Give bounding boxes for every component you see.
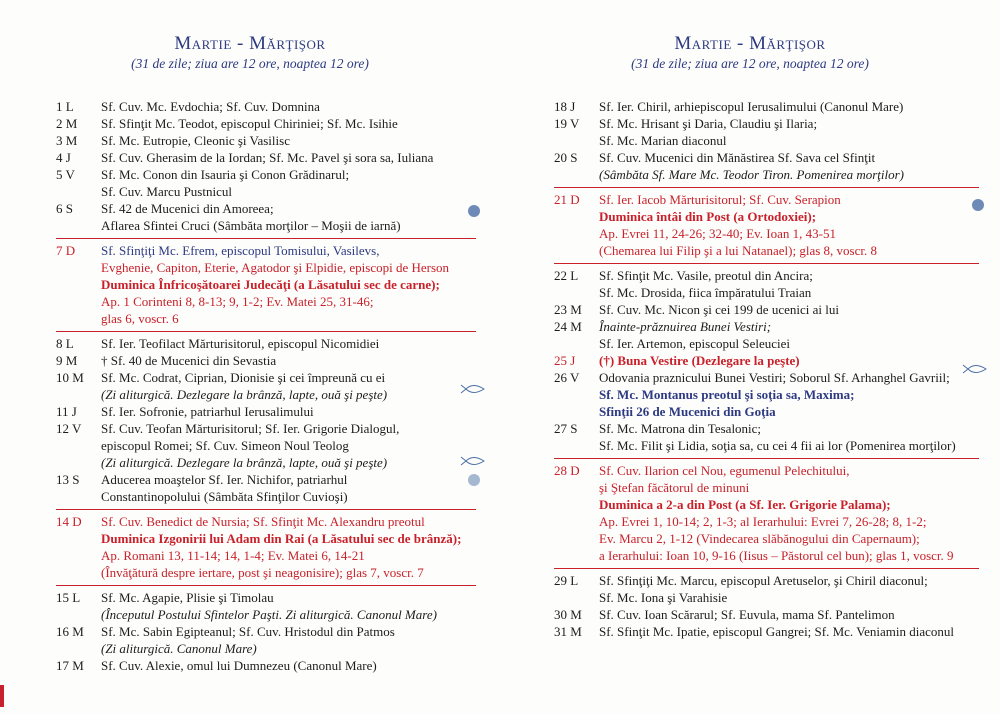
entry-line: Sf. Sfinţiţi Mc. Marcu, episcopul Aretuselor, şi Chiril diaconul;: [599, 573, 928, 588]
entry-line: Aflarea Sfintei Cruci (Sâmbăta morţilor – Moşii de iarnă): [101, 218, 401, 233]
calendar-entry: [554, 267, 979, 301]
entry-line: Ev. Marcu 2, 1-12 (Vindecarea slăbănogului din Capernaum);: [599, 531, 920, 546]
entry-line: Sf. Mc. Matrona din Tesalonic;: [599, 421, 762, 436]
entry-line: episcopul Romei; Sf. Cuv. Simeon Noul Teolog: [101, 438, 349, 453]
calendar-entry: [56, 403, 476, 420]
calendar-entry: [56, 589, 476, 623]
entry-line-bold: Sf. Mc. Montanus preotul şi soţia sa, Maxima;: [599, 387, 855, 402]
day-label: 18 J: [554, 99, 576, 114]
entry-line: (Chemarea lui Filip şi a lui Natanael); glas 8, voscr. 8: [599, 243, 877, 258]
day-label: 13 S: [56, 472, 80, 487]
entry-line: Sf. Mc. Sabin Egipteanul; Sf. Cuv. Hristodul din Patmos: [101, 624, 395, 639]
moon-phase-icon: [972, 199, 984, 211]
fish-icon: [460, 456, 486, 466]
entry-line: Ap. Romani 13, 11-14; 14, 1-4; Ev. Matei 6, 14-21: [101, 548, 365, 563]
entry-line: Sf. Cuv. Mc. Nicon şi cei 199 de ucenici ai lui: [599, 302, 839, 317]
calendar-entry: [56, 623, 476, 657]
entry-line: Înainte-prăznuirea Bunei Vestiri;: [599, 319, 772, 334]
entry-line: Sf. Ier. Artemon, episcopul Seleuciei: [599, 336, 790, 351]
entry-line: şi Ştefan făcătorul de minuni: [599, 480, 750, 495]
calendar-entry: [56, 471, 476, 505]
moon-phase-icon: [468, 205, 480, 217]
day-label: 22 L: [554, 268, 579, 283]
calendar-entry-sunday: [56, 242, 476, 327]
calendar-entry: [554, 420, 979, 454]
day-label: 4 J: [56, 150, 71, 165]
calendar-entry: [56, 200, 476, 234]
day-label: 1 L: [56, 99, 74, 114]
entry-line: Sf. Mc. Eutropie, Cleonic şi Vasilisc: [101, 133, 290, 148]
calendar-entry: [56, 352, 476, 369]
calendar-entry: [554, 115, 979, 149]
sunday-divider: [554, 263, 979, 264]
calendar-entry: [554, 572, 979, 606]
calendar-entry: [56, 335, 476, 352]
calendar-entry: [554, 623, 979, 640]
calendar-entry: [56, 420, 476, 471]
day-label: 26 V: [554, 370, 580, 385]
entry-line: Sf. 42 de Mucenici din Amoreea;: [101, 201, 274, 216]
calendar-entry: [554, 149, 979, 183]
entry-line: Sf. Ier. Sofronie, patriarhul Ierusalimului: [101, 404, 314, 419]
day-label: 8 L: [56, 336, 74, 351]
day-label: 3 M: [56, 133, 78, 148]
day-label: 11 J: [56, 404, 77, 419]
calendar-entry-feast: [554, 352, 979, 369]
entry-line: Sf. Mc. Conon din Isauria şi Conon Grădinarul;: [101, 167, 350, 182]
sunday-divider: [56, 238, 476, 239]
day-label: 6 S: [56, 201, 73, 216]
sunday-divider: [56, 585, 476, 586]
calendar-entry: [554, 318, 979, 352]
entry-note: (Zi aliturgică. Canonul Mare): [101, 641, 257, 656]
entry-line: Odovania praznicului Bunei Vestiri; Soborul Sf. Arhanghel Gavriil;: [599, 370, 950, 385]
calendar-entry: [56, 98, 476, 115]
day-label: 12 V: [56, 421, 82, 436]
calendar-entry: [56, 132, 476, 149]
entry-line: Sf. Cuv. Ilarion cel Nou, egumenul Pelechitului,: [599, 463, 850, 478]
sunday-title: Duminica a 2-a din Post (a Sf. Ier. Grigorie Palama);: [599, 497, 891, 512]
calendar-list: [56, 98, 476, 674]
calendar-entry-sunday: [554, 462, 979, 564]
entry-note: (Zi aliturgică. Dezlegare la brânză, lapte, ouă şi peşte): [101, 455, 388, 470]
entry-line: Sf. Cuv. Marcu Pustnicul: [101, 184, 232, 199]
entry-line: Aducerea moaştelor Sf. Ier. Nichifor, patriarhul: [101, 472, 348, 487]
entry-line: Sf. Mc. Filit şi Lidia, soţia sa, cu cei 4 fii ai lor (Pomenirea morţilor): [599, 438, 956, 453]
entry-note: (Sâmbăta Sf. Mare Mc. Teodor Tiron. Pomenirea morţilor): [599, 167, 905, 182]
entry-line: (Învăţătură despre iertare, post şi neagonisire); glas 7, voscr. 7: [101, 565, 424, 580]
day-label: 28 D: [554, 463, 580, 478]
entry-line: Sf. Cuv. Benedict de Nursia; Sf. Sfinţit Mc. Alexandru preotul: [101, 514, 425, 529]
entry-line: † Sf. 40 de Mucenici din Sevastia: [101, 353, 277, 368]
entry-note: (Zi aliturgică. Dezlegare la brânză, lapte, ouă şi peşte): [101, 387, 388, 402]
entry-line: Sf. Cuv. Alexie, omul lui Dumnezeu (Canonul Mare): [101, 658, 377, 673]
entry-line-bold: Sfinţii 26 de Mucenici din Goţia: [599, 404, 776, 419]
day-label: 25 J: [554, 353, 576, 368]
entry-line: Sf. Cuv. Mucenici din Mănăstirea Sf. Sava cel Sfinţit: [599, 150, 876, 165]
sunday-title: Duminica întâi din Post (a Ortodoxiei);: [599, 209, 817, 224]
sunday-title: Duminica Izgonirii lui Adam din Rai (a Lăsatului sec de brânză);: [101, 531, 462, 546]
sunday-title: Duminica Înfricoşătoarei Judecăţi (a Lăsatului sec de carne);: [101, 277, 440, 292]
moon-phase-icon: [468, 474, 480, 486]
calendar-entry: [554, 301, 979, 318]
page-title: Martie - Mărţişor: [674, 33, 826, 54]
day-label: 23 M: [554, 302, 582, 317]
calendar-entry: [56, 115, 476, 132]
page-subtitle: (31 de zile; ziua are 12 ore, noaptea 12 ore): [131, 56, 369, 71]
day-label: 27 S: [554, 421, 578, 436]
day-label: 2 M: [56, 116, 78, 131]
entry-line: Sf. Mc. Hrisant şi Daria, Claudiu şi Ilaria;: [599, 116, 818, 131]
entry-line: Sf. Mc. Marian diaconul: [599, 133, 727, 148]
calendar-entry: [554, 369, 979, 420]
day-label: 14 D: [56, 514, 82, 529]
day-label: 9 M: [56, 353, 78, 368]
day-label: 16 M: [56, 624, 84, 639]
entry-line: Sf. Ier. Teofilact Mărturisitorul, episcopul Nicomidiei: [101, 336, 380, 351]
entry-line: Sf. Ier. Iacob Mărturisitorul; Sf. Cuv. Serapion: [599, 192, 841, 207]
entry-line: Sf. Cuv. Teofan Mărturisitorul; Sf. Ier. Grigorie Dialogul,: [101, 421, 400, 436]
day-label: 29 L: [554, 573, 579, 588]
sunday-divider: [56, 331, 476, 332]
day-label: 20 S: [554, 150, 578, 165]
page-subtitle: (31 de zile; ziua are 12 ore, noaptea 12 ore): [631, 56, 869, 71]
entry-line: Sf. Cuv. Ioan Scărarul; Sf. Euvula, mama Sf. Pantelimon: [599, 607, 895, 622]
day-label: 30 M: [554, 607, 582, 622]
entry-line: Sf. Cuv. Gherasim de la Iordan; Sf. Mc. Pavel şi sora sa, Iuliana: [101, 150, 434, 165]
calendar-entry: [554, 98, 979, 115]
entry-line: Ap. 1 Corinteni 8, 8-13; 9, 1-2; Ev. Matei 25, 31-46;: [101, 294, 374, 309]
feast-title: (†) Buna Vestire (Dezlegare la peşte): [599, 353, 800, 368]
day-label: 31 M: [554, 624, 582, 639]
entry-line: Evghenie, Capiton, Eterie, Agatodor şi Elpidie, episcopi de Herson: [101, 260, 450, 275]
entry-line: Sf. Mc. Agapie, Plisie şi Timolau: [101, 590, 274, 605]
entry-line: glas 6, voscr. 6: [101, 311, 179, 326]
sunday-divider: [56, 509, 476, 510]
right-page: [500, 0, 1000, 714]
day-label: 21 D: [554, 192, 580, 207]
day-label: 5 V: [56, 167, 75, 182]
sunday-divider: [554, 187, 979, 188]
day-label: 19 V: [554, 116, 580, 131]
entry-line: Ap. Evrei 1, 10-14; 2, 1-3; al Ierarhului: Evrei 7, 26-28; 8, 1-2;: [599, 514, 927, 529]
day-label: 24 M: [554, 319, 582, 334]
sunday-divider: [554, 568, 979, 569]
calendar-entry: [56, 657, 476, 674]
calendar-entry: [554, 606, 979, 623]
calendar-entry: [56, 369, 476, 403]
page-title: Martie - Mărţişor: [174, 33, 326, 54]
fish-icon: [460, 384, 486, 394]
day-label: 7 D: [56, 243, 76, 258]
calendar-list: [554, 98, 979, 640]
calendar-entry-sunday: [554, 191, 979, 259]
day-label: 15 L: [56, 590, 81, 605]
entry-note: (Începutul Postului Sfintelor Paşti. Zi aliturgică. Canonul Mare): [101, 607, 437, 622]
entry-line: Sf. Ier. Chiril, arhiepiscopul Ierusalimului (Canonul Mare): [599, 99, 904, 114]
day-label: 17 M: [56, 658, 84, 673]
entry-line: Sf. Cuv. Mc. Evdochia; Sf. Cuv. Domnina: [101, 99, 320, 114]
entry-line: Sf. Sfinţit Mc. Ipatie, episcopul Gangrei; Sf. Mc. Veniamin diaconul: [599, 624, 955, 639]
entry-line: Sf. Mc. Iona şi Varahisie: [599, 590, 728, 605]
entry-line: Sf. Sfinţit Mc. Teodot, episcopul Chiriniei; Sf. Mc. Isihie: [101, 116, 398, 131]
calendar-entry: [56, 149, 476, 166]
entry-line: Sf. Mc. Codrat, Ciprian, Dionisie şi cei împreună cu ei: [101, 370, 386, 385]
fish-icon: [962, 364, 988, 374]
entry-line: Sf. Sfinţit Mc. Vasile, preotul din Ancira;: [599, 268, 813, 283]
calendar-entry-sunday: [56, 513, 476, 581]
entry-line: Sf. Mc. Drosida, fiica împăratului Traian: [599, 285, 812, 300]
entry-line: a Ierarhului: Ioan 10, 9-16 (Iisus – Păstorul cel bun); glas 1, voscr. 9: [599, 548, 954, 563]
day-label: 10 M: [56, 370, 84, 385]
entry-line: Ap. Evrei 11, 24-26; 32-40; Ev. Ioan 1, 43-51: [599, 226, 836, 241]
sunday-divider: [554, 458, 979, 459]
entry-line: Constantinopolului (Sâmbăta Sfinţilor Cuvioşi): [101, 489, 348, 504]
calendar-entry: [56, 166, 476, 200]
entry-line: Sf. Sfinţiţi Mc. Efrem, episcopul Tomisului, Vasilevs,: [101, 243, 380, 258]
